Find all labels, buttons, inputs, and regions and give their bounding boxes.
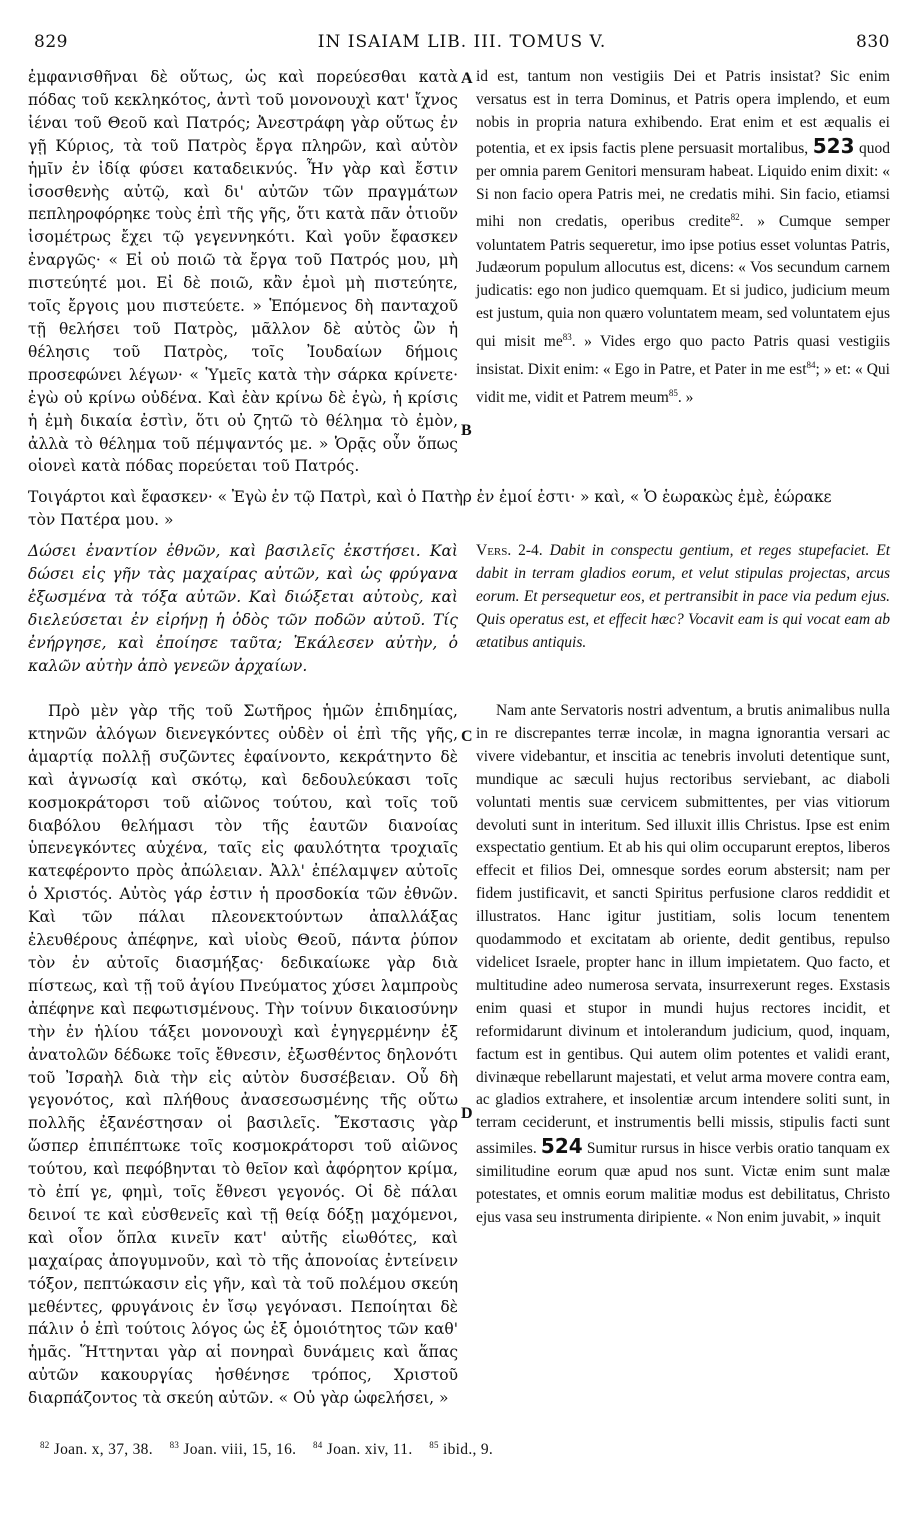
latin-text-1f: . » <box>677 389 694 407</box>
latin-paragraph-1 <box>476 66 890 478</box>
greek-spanning-line-2: τὸν Πατέρα μου. » <box>28 511 174 529</box>
footnote-number: 84 <box>313 1440 323 1450</box>
footnote-number: 85 <box>429 1440 439 1450</box>
margin-letter-a: A <box>461 70 473 87</box>
column-number-524: 524 <box>540 1134 583 1159</box>
greek-paragraph-2: Πρὸ μὲν γὰρ τῆς τοῦ Σωτῆρος ἡμῶν ἐπιδημίας, κτηνῶν ἀλόγων διενεγκόντες οὐδὲν οἱ ἐπὶ τῆς γῆς, ἁμαρτίᾳ πολλῇ συζῶντες ἐφαίνοντο, κεκράτηντο δὲ καὶ ἀγνωσίᾳ καὶ σκότῳ, καὶ δεδουλεύκασι τοῖς κοσμοκράτορσι τοῦ αἰῶνος τούτου, καὶ τοῖς τοῦ διαβόλου θελήμασι τὸν τῆς ἑαυτῶν διανοίας ὑπενεγκόντες αὐχένα, ταῖς εἰς φαυλότητα τροχιαῖς κατεφέροντο πρὸς ἀπώλειαν. Ἀλλ' ἐπέλαμψεν αὐτοῖς ὁ Χριστός. Αὐτὸς γάρ ἐστιν ἡ προσδοκία τῶν ἐθνῶν. Καὶ τῶν πάλαι πλεονεκτούντων ἀπαλλάξας ἐλευθέρους ἀπέφηνε, καὶ υἱοὺς Θεοῦ, πάντα ῥύπον τὸν ἐν αὐτοῖς διασμήξας· δεδικαίωκε γὰρ διὰ πίστεως, καὶ τῇ τοῦ ἁγίου Πνεύματος χύσει λαμπροὺς ἀπέφηνε καὶ πεφωτισμένους. Τὴν τοίνυν δικαιοσύνην τὴν ἐν ἡλίου τάξει μονονουχὶ καὶ ἐγηγερμένην ἐξ ἀνατολῶν δέδωκε τοῖς ἔθνεσιν, ἐξωσθέντος δηλονότι τοῦ Ἰσραὴλ διὰ τὴν εἰς αὐτὸν δυσσέβειαν. Οὗ δὴ γεγονότος, καὶ πλήθους ἀνασεσωσμένης τῆς οὕτω πολλῆς ἐξανέστησαν οἱ βασιλεῖς. Ἔκστασις γὰρ ὥσπερ ἐπιπέπτωκε τοῖς κοσμοκράτορσι τοῦ αἰῶνος τούτου, καὶ πεφόβηνται τὸ θεῖον καὶ ἀφόρητον κρίμα, τὸ ἐπί γε, φημὶ, τοῖς ἔθνεσι γεγονός. Οἱ δὲ πάλαι δεινοί τε καὶ εὐσθενεῖς καὶ τῇ θείᾳ δόξῃ μαχόμενοι, καὶ οἷον ὅπλα κινεῖν κατ' αὐτῆς εἰωθότες, καὶ μαχαίρας ἀπογυμνοῦν, καὶ τὸ τῆς ἀπονοίας ἐντείνειν τόξον, πεπτώκασιν εἰς γῆν, καὶ τὰ τοῦ πολέμου σκεύη μεθέντες, φρυγάνοις ἐν ἴσῳ γεγόνασι. Πεποίηται δὲ πάλιν ὁ ἐπὶ τούτοις λόγος ὡς ἐξ ὁμοιότητος τῶν καθ' ἡμᾶς. Ἥττηνται γὰρ αἱ πονηραὶ δυνάμεις καὶ ἅπας αὐτῶν κακουργίας ἠσθένησε τρόπος, Χριστοῦ διαρπάζοντος τὰ σκεύη αὐτῶν. « Οὐ γὰρ ὠφελήσει, » <box>28 702 458 1408</box>
footnote-text: Joan. x, 37, 38. <box>53 1441 153 1459</box>
footnote-number: 83 <box>169 1440 180 1450</box>
latin-lemma-text: Dabit in conspectu gentium, et reges stupefaciet. Et dabit in terram gladios eorum, et velut stipulas projectas, arcus eorum. Et persequetur eos, et pertransibit in pace via pedum ejus. Quis operatus est, et effecit hæc? Vocavit eam is qui vocat eam ab ætatibus antiquis. <box>476 542 891 651</box>
running-header <box>34 32 890 58</box>
footnote-84 <box>313 1441 413 1458</box>
footnote-85 <box>429 1441 493 1458</box>
margin-letter-b: B <box>461 422 472 439</box>
latin-text-1b: quod per omnia parem Genitori mensuram habeat. Liquido enim dixit: « Si non facio opera Patris mei, ne credatis mihi. Sin facio, etiamsi mihi non credatis, operibus credite <box>476 139 891 231</box>
greek-spanning-line: Τοιγάρτοι καὶ ἔφασκεν· « Ἐγὼ ἐν τῷ Πατρὶ, καὶ ὁ Πατὴρ ἐν ἐμοί ἐστι· » καὶ, « Ὁ ἑωρακὼς ἐμὲ, ἑώρακε <box>28 488 832 506</box>
footnote-82 <box>40 1441 153 1458</box>
latin-paragraph-2 <box>476 700 890 1420</box>
latin-text-1d: . » Vides ergo quo pacto Patris quasi vestigiis insistat. Dixit enim: « Ego in Patre, et Pater in me est <box>476 333 890 379</box>
latin-lemma <box>476 540 890 680</box>
margin-letter-c: C <box>461 728 473 745</box>
footnote-number: 82 <box>40 1440 50 1450</box>
footnotes <box>40 1440 890 1459</box>
margin-letter-d: D <box>461 1105 473 1122</box>
footnote-text: Joan. xiv, 11. <box>326 1441 413 1459</box>
footnote-text: Joan. viii, 15, 16. <box>183 1441 297 1459</box>
footnote-text: ibid., 9. <box>443 1441 494 1459</box>
latin-text-2b: Sumitur rursus in hisce verbis oratio tanquam ex similitudine eorum quæ apud nos sunt. Victæ enim sunt malæ potestates, et omnis eorum malitiæ modus est debilitatus, Christo ejus vasa seu instrumenta diripiente. « Non enim juvabit, » inquit <box>476 1140 891 1226</box>
latin-text-1a: id est, tantum non vestigiis Dei et Patris insistat? Sic enim versatus est in terra Dominus, et Patris opera implendo, et eum nobis in propria natura exhibendo. Erat enim et est æqualis ei potentia, et ex ipsis factis plene persuasit mortalibus, <box>476 68 890 157</box>
verse-label: Vers. 2-4. <box>476 542 543 559</box>
running-title: IN ISAIAM LIB. III. TOMUS V. <box>317 32 607 52</box>
latin-text-1c: . » Cumque semper voluntatem Patris sequeretur, imo ipse potius esset voluntas Patris, Judæorum populum allocutus est, dicens: « Vos secundum carnem judicatis: ego non judico quemquam. Et si judico, judicium meum est justum, quia non quæro voluntatem meam, sed voluntatem ejus qui misit me <box>476 213 890 351</box>
page-number-left: 829 <box>34 32 68 52</box>
footnote-ref-83[interactable]: 83 <box>562 332 572 343</box>
greek-paragraph-1: ἐμφανισθῆναι δὲ οὕτως, ὡς καὶ πορεύεσθαι κατὰ πόδας τοῦ κεκληκότος, ἀντὶ τοῦ μονονουχὶ κατ' ἴχνος ἰέναι τοῦ Θεοῦ καὶ Πατρός; Ἀνεστράφη γὰρ οὕτως ἐν γῇ Κύριος, τὰ τοῦ Πατρὸς ἔργα πληρῶν, καὶ αὐτὸν ἡμῖν ἐν ἰδίᾳ φύσει καταδεικνύς. Ἦν γὰρ καὶ ἔστιν ἰσοσθενὴς αὐτῷ, καὶ δι' αὐτῶν τῶν πραγμάτων πεπληροφόρηκε τοὺς ἐπὶ τῆς γῆς, ὅτι κατὰ πᾶν ὁτιοῦν ἰσομέτρως ἔχει τῷ γεγεννηκότι. Καὶ γοῦν ἔφασκεν ἐναργῶς· « Εἰ οὐ ποιῶ τὰ ἔργα τοῦ Πατρός μου, μὴ πιστεύητέ μοι. Εἰ δὲ ποιῶ, κἂν ἐμοὶ μὴ πιστεύητε, τοῖς ἔργοις μου πιστεύετε. » Ἑπόμενος δὴ πανταχοῦ τῇ θελήσει τοῦ Πατρὸς, μᾶλλον δὲ αὐτὸς ὢν ἡ θέλησις τοῦ Πατρὸς, τοῖς Ἰουδαίων δήμοις προσεφώνει λέγων· « Ὑμεῖς κατὰ τὴν σάρκα κρίνετε· ἐγὼ οὐ κρίνω οὐδένα. Καὶ ἐὰν κρίνω δὲ ἐγὼ, ἡ κρίσις ἡ ἐμὴ δικαία ἐστὶν, ὅτι οὐ ζητῶ τὸ θέλημα τὸ ἐμὸν, ἀλλὰ τὸ θέλημα τοῦ πέμψαντός με. » Ὁρᾷς οὖν ὅπως οἱονεὶ κατὰ πόδας πορεύεται τοῦ Πατρός. <box>28 68 458 476</box>
latin-text-2a: Nam ante Servatoris nostri adventum, a brutis animalibus nulla in re discrepantes terræ incolæ, in magna ignorantia versari ac vivere videbantur, et inscitia ac tenebris involuti detentique sunt, mundique ac sæculi hujus rectoribus serviebant, ac diaboli voluntati mentis suæ cervicem submittentes, per vias vitiorum devoluti sunt in interitum. Sed illuxit illis Christus. Ipse est enim exspectatio gentium. Et ab his qui olim occuparunt ereptos, liberos effecit et filios Dei, omnesque sordes eorum abstersit; nam per fidem justificavit, et sancti Spiritus perfusione claros reddidit et illustratos. Hanc igitur justitiam, solis locum tenentem quodammodo et excitatam ab oriente, dedit gentibus, repulso videlicet Israele, propter hanc in illum impietatem. Quo facto, et multitudine adeo numerosa servata, insurrexerunt reges. Exstasis enim quasi et stupor in mundi hujus rectores incidit, et reformidarunt divinum et intolerandum judicium, quod, inquam, factum est in gentibus. Qui autem olim potentes et validi erant, divinæque rebellarunt majestati, et velut arma movere contra eam, ac gladios extrahere, et insolentiæ arcum intendere soliti sunt, in terram ceciderunt, et instrumentis belli missis, stipulis facti sunt assimiles. <box>476 702 890 1158</box>
latin-text-1e: ; » et: « Qui vidit me, vidit et Patrem meum <box>476 361 890 407</box>
footnote-ref-82[interactable]: 82 <box>730 212 740 223</box>
footnote-83 <box>170 1441 297 1458</box>
footnote-ref-85[interactable]: 85 <box>668 388 678 399</box>
greek-lemma: Δώσει ἐναντίον ἐθνῶν, καὶ βασιλεῖς ἐκστήσει. Καὶ δώσει εἰς γῆν τὰς μαχαίρας αὐτῶν, καὶ ὡς φρύγανα ἐξωσμένα τὰ τόξα αὐτῶν. Καὶ διώξεται αὐτοὺς, καὶ διελεύσεται ἐν εἰρήνῃ ἡ ὁδὸς τῶν ποδῶν αὐτοῦ. Τίς ἐνήργησε, καὶ ἐποίησε ταῦτα; Ἐκάλεσεν αὐτὴν, ὁ καλῶν αὐτὴν ἀπὸ γενεῶν ἀρχαίων. <box>28 542 458 675</box>
column-number-523: 523 <box>812 133 855 158</box>
page-number-right: 830 <box>856 32 890 52</box>
footnote-ref-84[interactable]: 84 <box>806 360 816 371</box>
